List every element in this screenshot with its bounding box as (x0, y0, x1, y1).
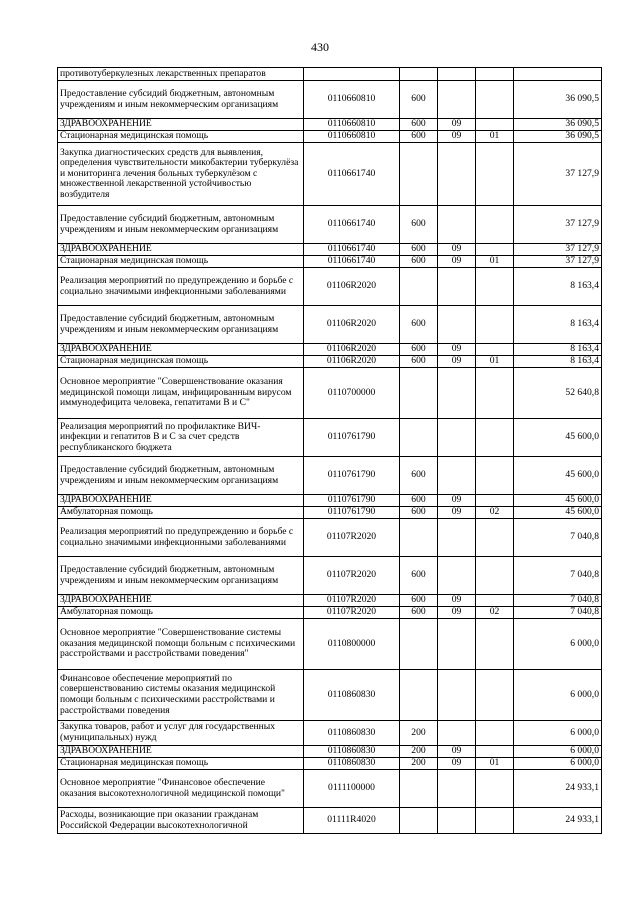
table-row (58, 808, 602, 834)
row-vr: 600 (400, 356, 438, 368)
row-sum: 37 127,9 (514, 244, 602, 256)
row-name: ЗДРАВООХРАНЕНИЕ (58, 119, 304, 131)
row-name: Основное мероприятие "Совершенствование системы оказания медицинской помощи больным с психическими расстройствами и расстройствами поведения" (58, 619, 304, 670)
row-pr (476, 143, 514, 206)
table-row (58, 119, 602, 131)
row-name: Стационарная медицинская помощь (58, 356, 304, 368)
row-rz: 09 (438, 356, 476, 368)
row-pr: 02 (476, 607, 514, 619)
row-vr: 600 (400, 119, 438, 131)
row-sum: 8 163,4 (514, 306, 602, 344)
row-pr (476, 81, 514, 119)
row-rz (438, 457, 476, 495)
table-row (58, 619, 602, 670)
row-code: 0110761790 (304, 457, 400, 495)
row-vr: 600 (400, 256, 438, 268)
row-code: 01106R2020 (304, 306, 400, 344)
row-pr (476, 268, 514, 306)
row-sum: 6 000,0 (514, 721, 602, 746)
table-row (58, 721, 602, 746)
row-rz: 09 (438, 119, 476, 131)
row-code: 01106R2020 (304, 344, 400, 356)
row-name: ЗДРАВООХРАНЕНИЕ (58, 595, 304, 607)
row-code: 01111R4020 (304, 808, 400, 834)
row-vr: 600 (400, 595, 438, 607)
row-pr (476, 519, 514, 557)
row-code: 0110660810 (304, 81, 400, 119)
row-vr (400, 808, 438, 834)
row-rz: 09 (438, 758, 476, 770)
row-sum: 6 000,0 (514, 670, 602, 721)
table-row (58, 81, 602, 119)
table-row (58, 457, 602, 495)
row-sum: 36 090,5 (514, 119, 602, 131)
row-sum: 24 933,1 (514, 808, 602, 834)
row-sum: 36 090,5 (514, 131, 602, 143)
row-sum: 7 040,8 (514, 607, 602, 619)
table-row (58, 419, 602, 457)
row-sum: 7 040,8 (514, 557, 602, 595)
row-pr (476, 557, 514, 595)
row-sum: 7 040,8 (514, 519, 602, 557)
table-row (58, 770, 602, 808)
row-code: 0111100000 (304, 770, 400, 808)
row-vr: 600 (400, 507, 438, 519)
row-rz (438, 808, 476, 834)
row-name: ЗДРАВООХРАНЕНИЕ (58, 746, 304, 758)
row-pr: 01 (476, 131, 514, 143)
row-rz: 09 (438, 595, 476, 607)
row-sum: 8 163,4 (514, 356, 602, 368)
row-code: 0110761790 (304, 495, 400, 507)
row-sum (514, 68, 602, 81)
row-vr (400, 268, 438, 306)
row-code: 01107R2020 (304, 595, 400, 607)
row-rz (438, 81, 476, 119)
row-vr (400, 770, 438, 808)
row-name: Основное мероприятие "Финансовое обеспечение оказания высокотехнологичной медицинской помощи" (58, 770, 304, 808)
table-row (58, 746, 602, 758)
row-rz (438, 619, 476, 670)
row-code: 0110661740 (304, 256, 400, 268)
row-name: Амбулаторная помощь (58, 507, 304, 519)
row-sum: 6 000,0 (514, 746, 602, 758)
row-code: 0110800000 (304, 619, 400, 670)
row-code: 01106R2020 (304, 356, 400, 368)
row-name: Закупка диагностических средств для выявления, определения чувствительности микобактерии туберкулёза и мониторинга лечения больных туберкулёзом с множественной лекарственной устойчивостью возбудителя (58, 143, 304, 206)
row-pr: 01 (476, 356, 514, 368)
row-code: 0110660810 (304, 119, 400, 131)
row-sum: 45 600,0 (514, 457, 602, 495)
row-vr: 600 (400, 306, 438, 344)
page-number: 430 (311, 40, 329, 54)
row-name: Амбулаторная помощь (58, 607, 304, 619)
row-rz: 09 (438, 131, 476, 143)
row-pr (476, 721, 514, 746)
row-name: Закупка товаров, работ и услуг для государственных (муниципальных) нужд (58, 721, 304, 746)
row-rz (438, 721, 476, 746)
row-rz (438, 268, 476, 306)
row-rz (438, 206, 476, 244)
row-name: Предоставление субсидий бюджетным, автономным учреждениям и иным некоммерческим организациям (58, 306, 304, 344)
row-code: 0110661740 (304, 206, 400, 244)
row-code (304, 68, 400, 81)
row-name: Предоставление субсидий бюджетным, автономным учреждениям и иным некоммерческим организациям (58, 557, 304, 595)
row-rz: 09 (438, 495, 476, 507)
table-row (58, 256, 602, 268)
row-vr: 600 (400, 557, 438, 595)
row-pr (476, 670, 514, 721)
row-sum: 37 127,9 (514, 256, 602, 268)
row-vr: 600 (400, 206, 438, 244)
row-name: Финансовое обеспечение мероприятий по совершенствованию системы оказания медицинской помощи больным с психическими расстройствами и расстройствами поведения (58, 670, 304, 721)
row-name: Предоставление субсидий бюджетным, автономным учреждениям и иным некоммерческим организациям (58, 81, 304, 119)
row-code: 0110860830 (304, 670, 400, 721)
row-code: 01106R2020 (304, 268, 400, 306)
row-code: 0110860830 (304, 746, 400, 758)
row-name: ЗДРАВООХРАНЕНИЕ (58, 244, 304, 256)
row-pr (476, 595, 514, 607)
row-code: 0110660810 (304, 131, 400, 143)
row-sum: 45 600,0 (514, 419, 602, 457)
row-vr: 600 (400, 244, 438, 256)
row-rz: 09 (438, 507, 476, 519)
row-sum: 8 163,4 (514, 268, 602, 306)
row-vr: 600 (400, 495, 438, 507)
row-name: Предоставление субсидий бюджетным, автономным учреждениям и иным некоммерческим организациям (58, 457, 304, 495)
table-row (58, 758, 602, 770)
row-pr (476, 495, 514, 507)
table-row (58, 607, 602, 619)
row-code: 01107R2020 (304, 557, 400, 595)
row-name: Реализация мероприятий по профилактике ВИЧ-инфекции и гепатитов В и С за счет средств республиканского бюджета (58, 419, 304, 457)
row-code: 0110761790 (304, 507, 400, 519)
row-sum: 6 000,0 (514, 619, 602, 670)
row-rz: 09 (438, 256, 476, 268)
row-code: 0110860830 (304, 758, 400, 770)
row-vr: 200 (400, 758, 438, 770)
row-name: Реализация мероприятий по предупреждению и борьбе с социально значимыми инфекционными заболеваниями (58, 268, 304, 306)
row-vr: 600 (400, 344, 438, 356)
row-rz (438, 770, 476, 808)
row-name: Реализация мероприятий по предупреждению и борьбе с социально значимыми инфекционными заболеваниями (58, 519, 304, 557)
row-name: Основное мероприятие "Совершенствование оказания медицинской помощи лицам, инфицированным вирусом иммунодефицита человека, гепатитами В и С" (58, 368, 304, 419)
row-pr (476, 306, 514, 344)
row-rz (438, 670, 476, 721)
row-name: ЗДРАВООХРАНЕНИЕ (58, 495, 304, 507)
row-sum: 52 640,8 (514, 368, 602, 419)
row-vr (400, 670, 438, 721)
row-pr: 02 (476, 507, 514, 519)
table-row (58, 519, 602, 557)
table-row (58, 131, 602, 143)
row-sum: 7 040,8 (514, 595, 602, 607)
row-name: Стационарная медицинская помощь (58, 256, 304, 268)
table-row (58, 268, 602, 306)
row-pr (476, 119, 514, 131)
row-name: Расходы, возникающие при оказании гражданам Российской Федерации высокотехнологичной (58, 808, 304, 834)
row-rz: 09 (438, 746, 476, 758)
row-pr (476, 746, 514, 758)
row-pr (476, 619, 514, 670)
row-vr: 600 (400, 131, 438, 143)
row-vr (400, 519, 438, 557)
row-vr: 600 (400, 457, 438, 495)
row-pr (476, 770, 514, 808)
table-row (58, 143, 602, 206)
row-name: противотуберкулезных лекарственных препаратов (58, 68, 304, 81)
row-rz (438, 557, 476, 595)
budget-table (57, 67, 602, 834)
table-row (58, 244, 602, 256)
row-vr (400, 368, 438, 419)
row-sum: 37 127,9 (514, 143, 602, 206)
row-name: ЗДРАВООХРАНЕНИЕ (58, 344, 304, 356)
row-rz (438, 419, 476, 457)
row-rz (438, 68, 476, 81)
row-pr (476, 68, 514, 81)
budget-table-body (58, 68, 602, 834)
row-code: 01107R2020 (304, 607, 400, 619)
table-row (58, 68, 602, 81)
table-row (58, 206, 602, 244)
row-rz (438, 368, 476, 419)
row-vr: 200 (400, 746, 438, 758)
row-sum: 24 933,1 (514, 770, 602, 808)
row-pr (476, 206, 514, 244)
row-pr: 01 (476, 758, 514, 770)
row-code: 0110661740 (304, 143, 400, 206)
row-code: 0110700000 (304, 368, 400, 419)
row-name: Предоставление субсидий бюджетным, автономным учреждениям и иным некоммерческим организациям (58, 206, 304, 244)
table-row (58, 495, 602, 507)
row-sum: 36 090,5 (514, 81, 602, 119)
table-row (58, 368, 602, 419)
table-row (58, 557, 602, 595)
row-pr (476, 808, 514, 834)
row-sum: 6 000,0 (514, 758, 602, 770)
row-sum: 45 600,0 (514, 495, 602, 507)
row-pr (476, 344, 514, 356)
row-code: 0110860830 (304, 721, 400, 746)
row-rz (438, 143, 476, 206)
table-row (58, 507, 602, 519)
row-rz (438, 306, 476, 344)
row-pr (476, 368, 514, 419)
row-sum: 45 600,0 (514, 507, 602, 519)
row-rz: 09 (438, 244, 476, 256)
row-code: 0110761790 (304, 419, 400, 457)
row-rz: 09 (438, 607, 476, 619)
row-vr (400, 619, 438, 670)
row-vr: 600 (400, 81, 438, 119)
row-pr (476, 419, 514, 457)
row-code: 0110661740 (304, 244, 400, 256)
table-row (58, 595, 602, 607)
table-row (58, 670, 602, 721)
row-vr (400, 143, 438, 206)
row-name: Стационарная медицинская помощь (58, 131, 304, 143)
row-code: 01107R2020 (304, 519, 400, 557)
row-vr: 600 (400, 607, 438, 619)
row-rz: 09 (438, 344, 476, 356)
row-vr: 200 (400, 721, 438, 746)
row-rz (438, 519, 476, 557)
table-row (58, 306, 602, 344)
row-name: Стационарная медицинская помощь (58, 758, 304, 770)
row-vr (400, 419, 438, 457)
row-sum: 8 163,4 (514, 344, 602, 356)
row-pr (476, 457, 514, 495)
row-pr (476, 244, 514, 256)
row-sum: 37 127,9 (514, 206, 602, 244)
table-row (58, 356, 602, 368)
row-pr: 01 (476, 256, 514, 268)
row-vr (400, 68, 438, 81)
table-row (58, 344, 602, 356)
